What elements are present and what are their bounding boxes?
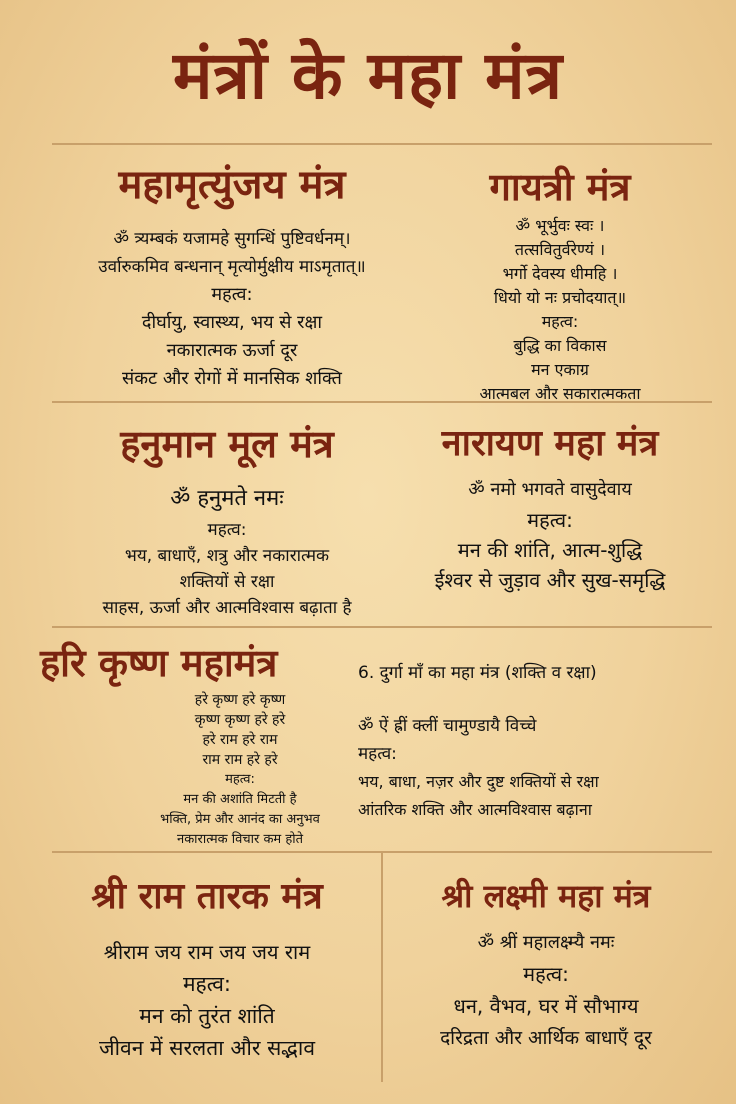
- benefit-line: दीर्घायु, स्वास्थ्य, भय से रक्षा: [141, 312, 323, 333]
- benefit-line: दरिद्रता और आर्थिक बाधाएँ दूर: [440, 1027, 652, 1049]
- section-title: 6. दुर्गा माँ का महा मंत्र (शक्ति व रक्षा): [358, 663, 597, 683]
- importance-label: महत्व:: [541, 312, 579, 331]
- divider: [52, 143, 712, 145]
- importance-label: महत्व:: [211, 284, 253, 305]
- mantra-line: राम राम हरे हरे: [202, 752, 278, 768]
- mantra-line: उर्वारुकमिव बन्धनान् मृत्योर्मुक्षीय माऽमृतात्॥: [98, 257, 366, 277]
- durga-section: [358, 658, 718, 824]
- benefit-line: साहस, ऊर्जा और आत्मविश्वास बढ़ाता है: [102, 598, 352, 618]
- importance-label: महत्व:: [358, 744, 397, 764]
- benefit-line: जीवन में सरलता और सद्भाव: [99, 1036, 315, 1060]
- importance-label: महत्व:: [523, 962, 569, 986]
- importance-label: महत्व:: [207, 520, 247, 540]
- benefit-line: आत्मबल और सकारात्मकता: [479, 384, 641, 403]
- lakshmi-section: [386, 868, 706, 1054]
- section-title: हनुमान मूल मंत्र: [120, 421, 334, 466]
- benefit-line: बुद्धि का विकास: [513, 336, 607, 355]
- section-title: महामृत्युंजय मंत्र: [118, 161, 346, 208]
- mantra-line: ॐ श्रीं महालक्ष्म्यै नमः: [477, 932, 615, 953]
- mantra-line: कृष्ण कृष्ण हरे हरे: [194, 712, 286, 728]
- benefit-line: नकारात्मक ऊर्जा दूर: [166, 340, 298, 361]
- mantra-line: ॐ नमो भगवते वासुदेवाय: [468, 479, 632, 500]
- benefit-line: नकारात्मक विचार कम होते: [176, 832, 304, 847]
- benefit-line: मन एकाग्र: [531, 360, 589, 379]
- mantra-line: ॐ ऐं ह्रीं क्लीं चामुण्डायै विच्चे: [358, 716, 537, 736]
- section-title: नारायण महा मंत्र: [441, 422, 659, 464]
- hanuman-section: [32, 415, 422, 621]
- mantra-line: हरे राम हरे राम: [202, 732, 278, 748]
- benefit-line: शक्तियों से रक्षा: [179, 572, 275, 592]
- mantra-line: ॐ हनुमते नमः: [170, 486, 284, 511]
- mantra-line: ॐ भूर्भुवः स्वः ।: [515, 216, 605, 235]
- section-title: हरि कृष्ण महामंत्र: [40, 640, 278, 685]
- section-title: गायत्री मंत्र: [489, 164, 631, 209]
- divider: [52, 626, 712, 628]
- section-title: श्री राम तारक मंत्र: [91, 875, 323, 917]
- importance-label: महत्व:: [225, 772, 255, 787]
- mantra-line: धियो यो नः प्रचोदयात्॥: [493, 288, 627, 307]
- hare-krishna-lines: [120, 690, 360, 850]
- mantra-line: भर्गो देवस्य धीमहि ।: [502, 264, 618, 283]
- benefit-line: ईश्वर से जुड़ाव और सुख-समृद्धि: [434, 568, 666, 592]
- mahamrityunjaya-section: [22, 155, 442, 393]
- benefit-line: संकट और रोगों में मानसिक शक्ति: [122, 368, 342, 389]
- importance-label: महत्व:: [182, 972, 232, 996]
- benefit-line: आंतरिक शक्ति और आत्मविश्वास बढ़ाना: [358, 800, 592, 819]
- mantra-line: हरे कृष्ण हरे कृष्ण: [194, 692, 286, 708]
- section-title: श्री लक्ष्मी महा मंत्र: [441, 877, 651, 915]
- benefit-line: मन की अशांति मिटती है: [183, 792, 297, 807]
- benefit-line: भय, बाधा, नज़र और दुष्ट शक्तियों से रक्षा: [358, 772, 599, 791]
- importance-label: महत्व:: [527, 508, 573, 532]
- benefit-line: मन को तुरंत शांति: [139, 1004, 275, 1028]
- benefit-line: भक्ति, प्रेम और आनंद का अनुभव: [160, 812, 320, 827]
- benefit-line: भय, बाधाएँ, शत्रु और नकारात्मक: [124, 546, 330, 566]
- mantra-line: श्रीराम जय राम जय जय राम: [103, 940, 311, 964]
- hare-krishna-section: [40, 636, 360, 690]
- shri-ram-section: [32, 868, 382, 1064]
- benefit-line: मन की शांति, आत्म-शुद्धि: [457, 538, 643, 562]
- mantra-line: तत्सवितुर्वरेण्यं ।: [514, 240, 606, 259]
- mantra-line: ॐ त्र्यम्बकं यजामहे सुगन्धिं पुष्टिवर्धनम्।: [113, 229, 351, 249]
- gayatri-section: [444, 160, 676, 406]
- narayan-section: [400, 415, 700, 595]
- benefit-line: धन, वैभव, घर में सौभाग्य: [453, 994, 639, 1018]
- page-title: मंत्रों के महा मंत्र: [172, 36, 564, 114]
